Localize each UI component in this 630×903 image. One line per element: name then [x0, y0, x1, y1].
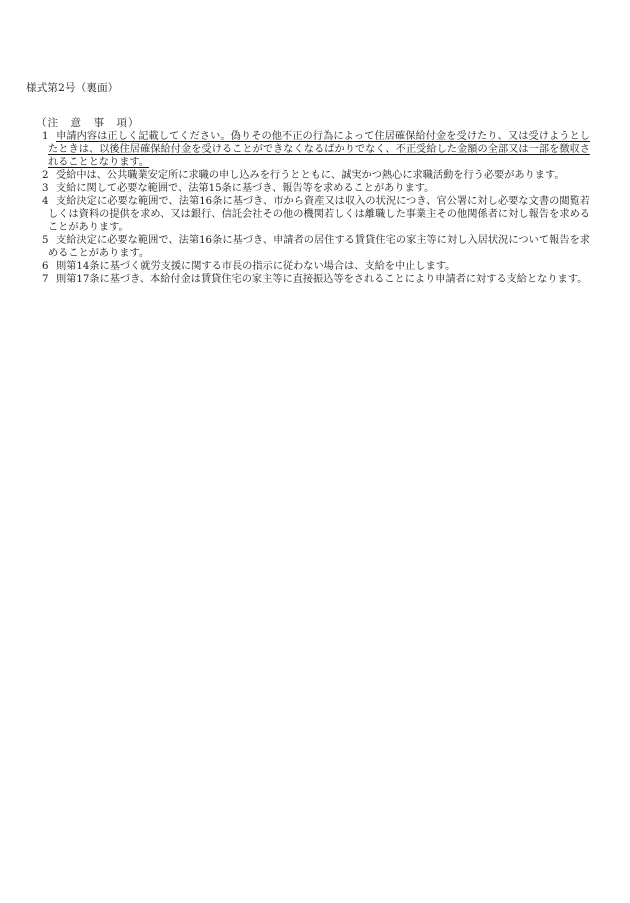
note-number: 2	[42, 170, 49, 181]
note-item	[36, 182, 590, 195]
notes-list	[36, 130, 590, 286]
note-number: 3	[42, 183, 49, 194]
note-text: 支給決定に必要な範囲で、法第16条に基づき、申請者の居住する賃貸住宅の家主等に対し入居状況について報告を求めることがあります。	[48, 235, 590, 259]
note-text: 支給決定に必要な範囲で、法第16条に基づき、市から資産又は収入の状況につき、官公署に対し必要な文書の閲覧若しくは資料の提供を求め、又は銀行、信託会社その他の機関若しくは離職した事業主その他関係者に対し報告を求めることがあります。	[48, 196, 590, 233]
note-number: 1	[42, 131, 49, 142]
note-text: 則第14条に基づく就労支援に関する市長の指示に従わない場合は、支給を中止します。	[56, 261, 456, 272]
note-number: 5	[42, 235, 49, 246]
note-item	[36, 195, 590, 234]
form-label: 様式第2号（裏面）	[26, 82, 119, 94]
notes-heading: （注 意 事 項）	[36, 117, 140, 129]
note-item	[36, 260, 590, 273]
note-number: 6	[42, 261, 49, 272]
notes-section	[36, 117, 590, 286]
note-number: 4	[42, 196, 49, 207]
note-text: 受給中は、公共職業安定所に求職の申し込みを行うとともに、誠実かつ熱心に求職活動を行う必要があります。	[56, 170, 565, 181]
note-number: 7	[42, 274, 49, 285]
note-text: 申請内容は正しく記載してください。偽りその他不正の行為によって住居確保給付金を受けたり、又は受けようとしたときは、以後住居確保給付金を受けることができなくなるばかりでなく、不正受給した金額の全部又は一部を徴収されることとなります。	[48, 131, 590, 168]
note-item	[36, 130, 590, 169]
note-text: 則第17条に基づき、本給付金は賃貸住宅の家主等に直接振込等をされることにより申請者に対する支給となります。	[56, 274, 588, 285]
note-item	[36, 169, 590, 182]
note-item	[36, 273, 590, 286]
note-text: 支給に関して必要な範囲で、法第15条に基づき、報告等を求めることがあります。	[56, 183, 435, 194]
note-item	[36, 234, 590, 260]
